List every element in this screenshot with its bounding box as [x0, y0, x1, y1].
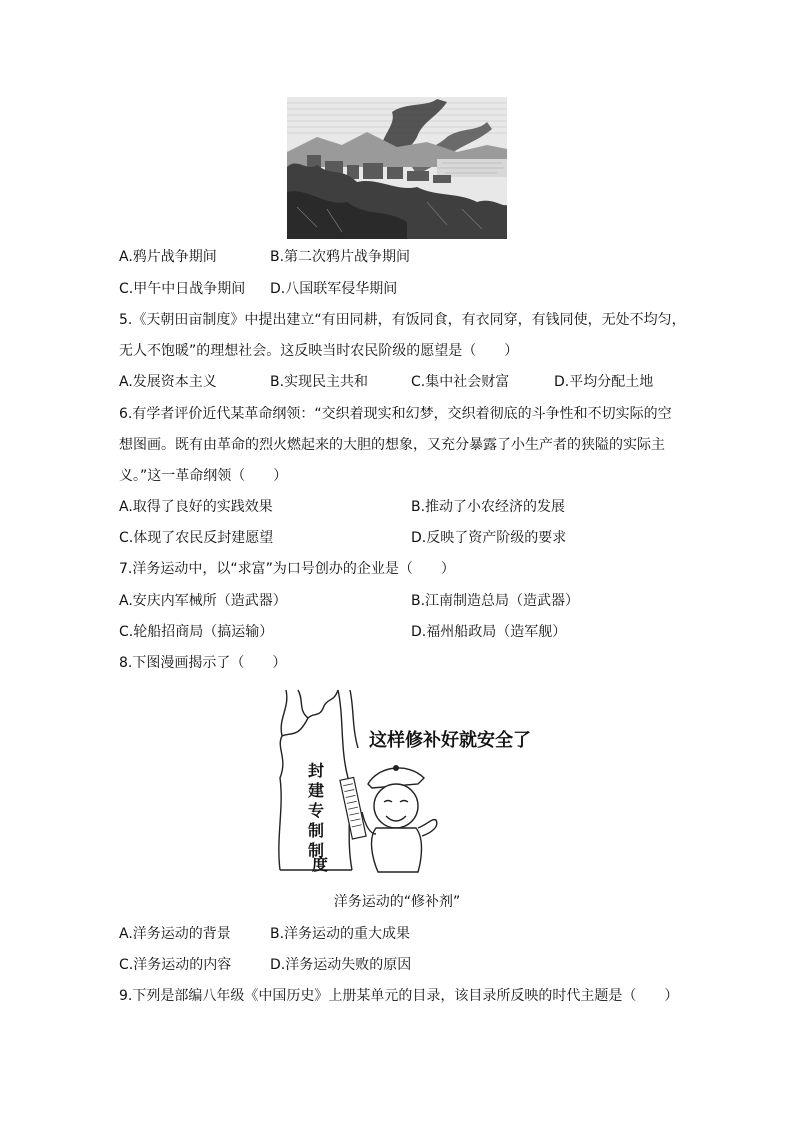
- q6-option-c: C.体现了农民反封建愿望: [119, 530, 274, 546]
- q5-stem-line2: 无人不饱暖”的理想社会。这反映当时农民阶级的愿望是（ ）: [119, 343, 519, 359]
- q6-option-a: A.取得了良好的实践效果: [119, 499, 273, 515]
- patching-wall-cartoon: [268, 688, 550, 874]
- cartoon-caption: 洋务运动的“修补剂”: [333, 894, 461, 910]
- q5-option-c: C.集中社会财富: [411, 374, 510, 390]
- wall-char: 制: [307, 821, 325, 840]
- wall-char: 制: [307, 841, 325, 860]
- q8-option-b: B.洋务运动的重大成果: [270, 926, 411, 942]
- q8-option-d: D.洋务运动失败的原因: [270, 957, 412, 973]
- cartoon-speech: 这样修补好就安全了: [369, 730, 531, 751]
- q5-option-d: D.平均分配土地: [554, 374, 654, 390]
- q4-option-d: D.八国联军侵华期间: [270, 281, 398, 297]
- burning-city-engraving: [287, 97, 507, 239]
- q8-stem: 8.下图漫画揭示了（ ）: [119, 655, 287, 671]
- wall-char: 建: [307, 781, 325, 800]
- q5-stem-line1: 5.《天朝田亩制度》中提出建立“有田同耕，有饭同食，有衣同穿，有钱同使，无处不均匀，: [119, 312, 686, 328]
- q7-option-a: A.安庆内军械所（造武器）: [119, 593, 287, 609]
- q6-stem-line2: 想图画。既有由革命的烈火燃起来的大胆的想象，又充分暴露了小生产者的狭隘的实际主: [119, 437, 665, 453]
- svg-text:度: 度: [311, 855, 329, 874]
- q5-option-b: B.实现民主共和: [270, 374, 369, 390]
- q4-option-b: B.第二次鸦片战争期间: [270, 249, 411, 265]
- q8-option-a: A.洋务运动的背景: [119, 926, 231, 942]
- q6-option-d: D.反映了资产阶级的要求: [411, 530, 567, 546]
- q5-option-a: A.发展资本主义: [119, 374, 217, 390]
- q6-stem-line3: 义。”这一革命纲领（ ）: [119, 468, 288, 484]
- q6-stem-line1: 6.有学者评价近代某革命纲领：“交织着现实和幻梦，交织着彻底的斗争性和不切实际的空: [119, 406, 672, 422]
- q7-option-b: B.江南制造总局（造武器）: [411, 593, 580, 609]
- q7-stem: 7.洋务运动中，以“求富”为口号创办的企业是（ ）: [119, 561, 455, 577]
- q6-option-b: B.推动了小农经济的发展: [411, 499, 566, 515]
- wall-char: 专: [307, 801, 325, 820]
- q7-option-d: D.福州船政局（造军舰）: [411, 624, 567, 640]
- q9-stem: 9.下列是部编八年级《中国历史》上册某单元的目录，该目录所反映的时代主题是（ ）: [119, 988, 679, 1004]
- q4-option-a: A.鸦片战争期间: [119, 249, 217, 265]
- q8-option-c: C.洋务运动的内容: [119, 957, 232, 973]
- q4-option-c: C.甲午中日战争期间: [119, 281, 246, 297]
- q7-option-c: C.轮船招商局（搞运输）: [119, 624, 274, 640]
- wall-char: 封: [307, 761, 325, 780]
